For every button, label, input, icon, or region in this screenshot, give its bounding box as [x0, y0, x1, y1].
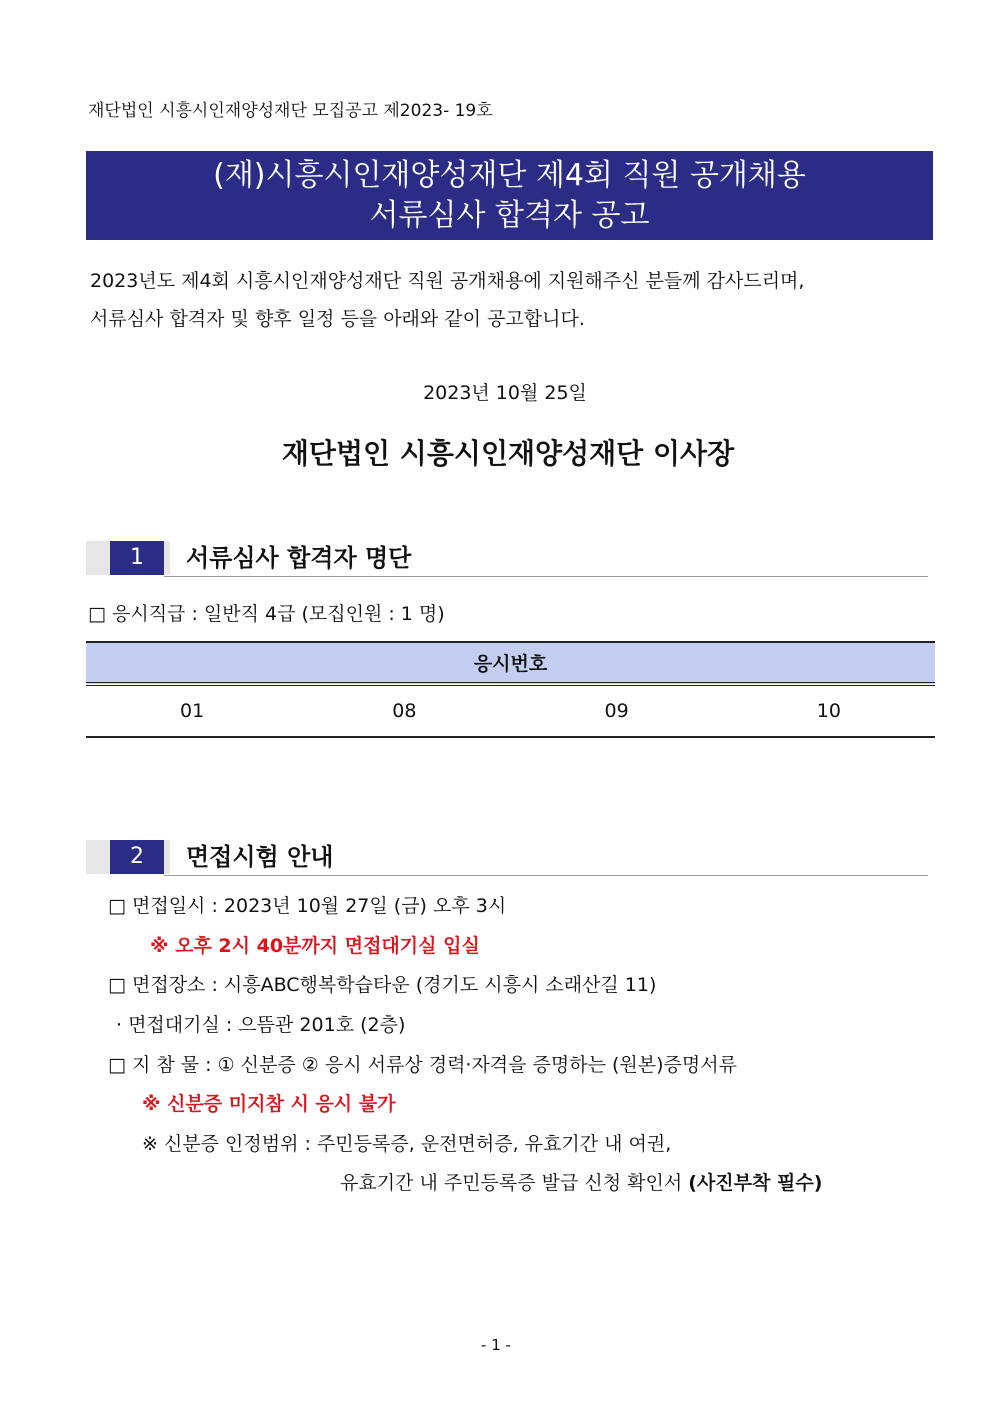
photo-required-note: (사진부착 필수) — [688, 1172, 823, 1194]
section-underline — [164, 576, 928, 577]
table-header-row — [86, 642, 935, 684]
section-number: 2 — [110, 840, 164, 874]
id-scope-line-1: ※ 신분증 인정범위 : 주민등록증, 운전면허증, 유효기간 내 여권, — [142, 1133, 672, 1155]
section-bar — [86, 840, 110, 874]
applicant-number: 10 — [723, 684, 935, 737]
section-bar — [86, 541, 110, 575]
title-line-2: 서류심사 합격자 공고 — [369, 198, 650, 233]
applicant-number: 09 — [511, 684, 723, 737]
id-scope-text: 유효기간 내 주민등록증 발급 신청 확인서 — [340, 1172, 683, 1194]
applicant-number: 01 — [86, 684, 298, 737]
section-title: 면접시험 안내 — [186, 843, 334, 871]
applicant-number-table — [86, 641, 935, 738]
section-1-header — [86, 539, 928, 577]
document-number: 재단법인 시흥시인재양성재단 모집공고 제2023- 19호 — [88, 101, 493, 121]
issuer: 재단법인 시흥시인재양성재단 이사장 — [281, 437, 735, 470]
section-2-header — [86, 838, 928, 876]
section-number: 1 — [110, 541, 164, 575]
position-line: □ 응시직급 : 일반직 4급 (모집인원 : 1 명) — [88, 603, 445, 625]
table-row — [86, 684, 935, 737]
intro-line-1: 2023년도 제4회 시흥시인재양성재단 직원 공개채용에 지원해주신 분들께 감사드리며, — [90, 270, 805, 292]
section-bar — [164, 541, 170, 575]
intro-line-2: 서류심사 합격자 및 향후 일정 등을 아래와 같이 공고합니다. — [90, 308, 585, 330]
interview-place-line: □ 면접장소 : 시흥ABC행복학습타운 (경기도 시흥시 소래산길 11) — [108, 974, 657, 996]
title-line-1: (재)시흥시인재양성재단 제4회 직원 공개채용 — [213, 158, 806, 193]
section-bar — [164, 840, 170, 874]
table-header: 응시번호 — [86, 642, 935, 684]
waiting-room-line: · 면접대기실 : 으뜸관 201호 (2층) — [116, 1014, 406, 1036]
section-title: 서류심사 합격자 명단 — [186, 544, 412, 572]
arrival-note: ※ 오후 2시 40분까지 면접대기실 입실 — [150, 935, 480, 957]
section-underline — [164, 875, 928, 876]
id-scope-line-2 — [340, 1168, 822, 1195]
announcement-date: 2023년 10월 25일 — [423, 382, 587, 404]
interview-date-line: □ 면접일시 : 2023년 10월 27일 (금) 오후 3시 — [108, 895, 507, 917]
page-number: - 1 - — [481, 1336, 511, 1354]
required-items-line: □ 지 참 물 : ① 신분증 ② 응시 서류상 경력·자격을 증명하는 (원본)증명서류 — [108, 1054, 737, 1076]
id-warning: ※ 신분증 미지참 시 응시 불가 — [142, 1093, 396, 1115]
applicant-number: 08 — [298, 684, 510, 737]
title-banner — [86, 151, 933, 240]
